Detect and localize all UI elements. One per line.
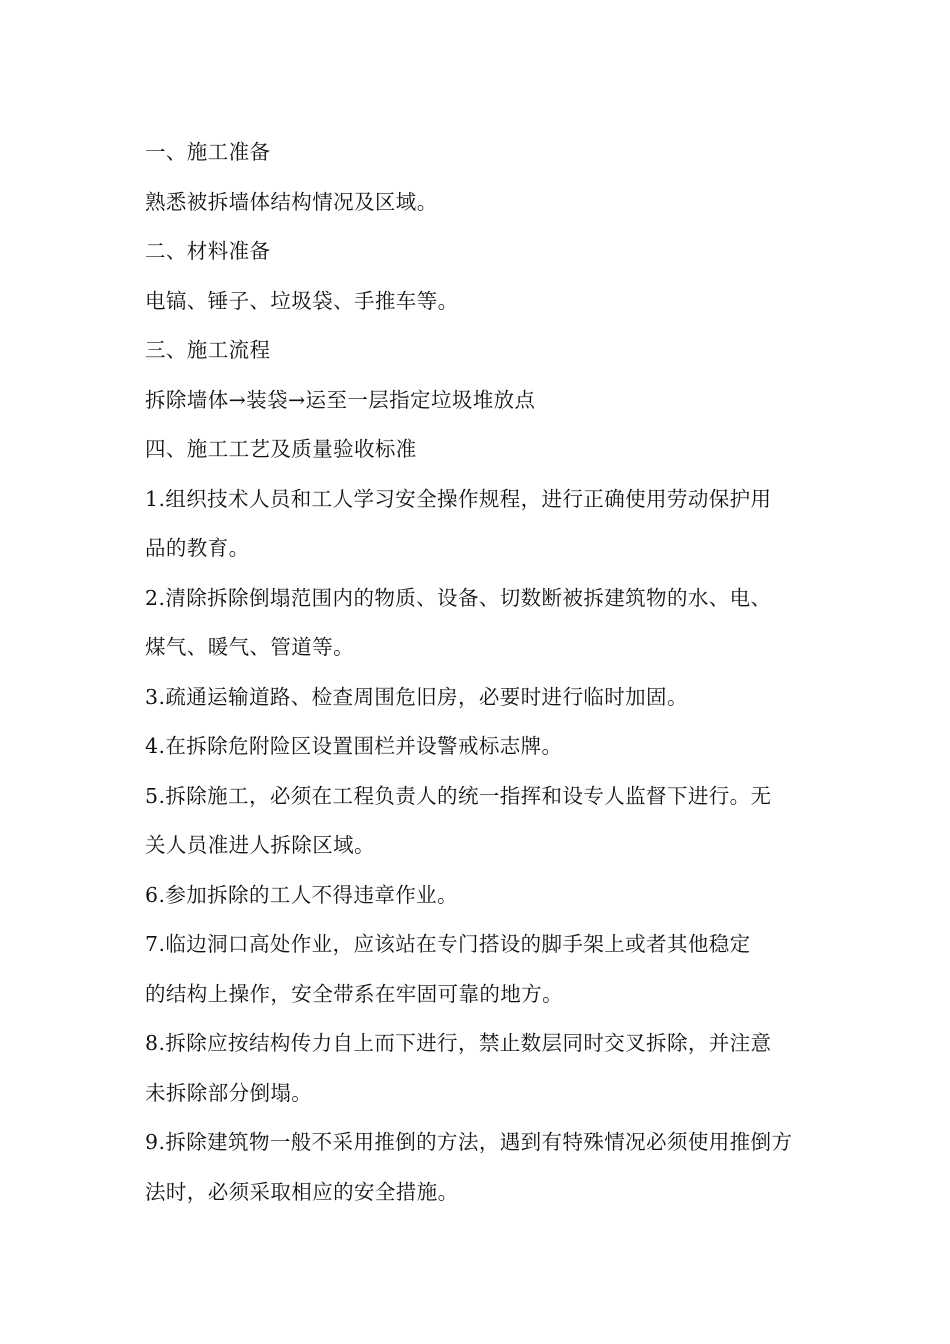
list-item-2-line-1: 2.清除拆除倒塌范围内的物质、设备、切数断被拆建筑物的水、电、	[145, 585, 772, 610]
section-heading-preparation: 一、施工准备	[145, 140, 271, 164]
document-body	[145, 128, 810, 1217]
list-item-7-line-2: 的结构上操作，安全带系在牢固可靠的地方。	[145, 981, 563, 1006]
list-item-9-line-1: 9.拆除建筑物一般不采用推倒的方法，遇到有特殊情况必须使用推倒方	[145, 1130, 793, 1154]
list-item-5-line-1: 5.拆除施工，必须在工程负责人的统一指挥和设专人监督下进行。无	[145, 783, 772, 808]
list-item-9-line-2: 法时，必须采取相应的安全措施。	[145, 1179, 459, 1204]
list-item-4: 4.在拆除危附险区设置围栏并设警戒标志牌。	[145, 734, 563, 758]
section-heading-standards: 四、施工工艺及质量验收标准	[145, 437, 417, 461]
list-item-5-line-2: 关人员准进人拆除区域。	[145, 833, 375, 857]
list-item-8-line-1: 8.拆除应按结构传力自上而下进行，禁止数层同时交叉拆除，并注意	[145, 1031, 772, 1055]
list-item-7-line-1: 7.临边洞口高处作业，应该站在专门搭设的脚手架上或者其他稳定	[145, 932, 751, 956]
list-item-8-line-2: 未拆除部分倒塌。	[145, 1080, 313, 1105]
paragraph-process: 拆除墙体→装袋→运至一层指定垃圾堆放点	[145, 387, 536, 412]
list-item-1-line-1: 1.组织技术人员和工人学习安全操作规程，进行正确使用劳动保护用	[145, 486, 772, 511]
paragraph-preparation: 熟悉被拆墙体结构情况及区域。	[145, 189, 438, 214]
section-heading-process: 三、施工流程	[145, 338, 271, 362]
list-item-2-line-2: 煤气、暖气、管道等。	[145, 635, 354, 659]
paragraph-materials: 电镐、锤子、垃圾袋、手推车等。	[145, 288, 459, 313]
list-item-3: 3.疏通运输道路、检查周围危旧房，必要时进行临时加固。	[145, 684, 688, 709]
list-item-6: 6.参加拆除的工人不得违章作业。	[145, 882, 458, 907]
list-item-1-line-2: 品的教育。	[145, 536, 250, 560]
section-heading-materials: 二、材料准备	[145, 239, 271, 263]
